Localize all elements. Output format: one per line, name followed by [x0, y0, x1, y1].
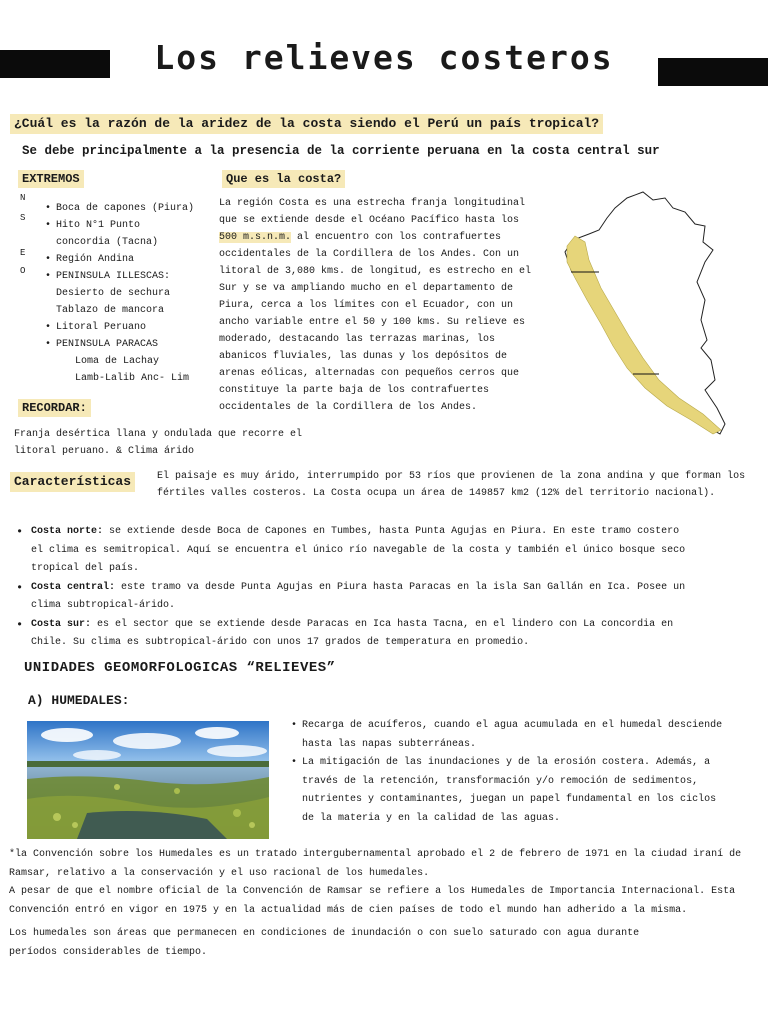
altitude-highlight: 500 m.s.n.m. [219, 232, 292, 243]
caracteristicas-text [157, 468, 762, 502]
list-item-cont: Tablazo de mancora [56, 305, 165, 316]
wetland-photo [27, 721, 269, 839]
text-line: litoral peruano. & Clima árido [14, 446, 195, 457]
list-item: • Región Andina [56, 251, 216, 268]
text-line: Franja desértica llana y ondulada que recorre el [14, 429, 303, 440]
text-line [219, 229, 549, 246]
letter-e: E [20, 248, 26, 258]
zone-label: Costa central: [31, 581, 116, 593]
text-line: Ramsar, relativo a la conservación y el uso racional de los humedales. [9, 867, 430, 879]
ramsar-paragraph [9, 846, 767, 920]
question-answer: Se debe principalmente a la presencia de la corriente peruana en la costa central sur [22, 144, 660, 158]
zone-item-norte [31, 523, 766, 579]
text-line: litoral de 3,080 kms. de longitud, es estrecho en el [219, 266, 532, 277]
text-line: Chile. Su clima es subtropical-árido con unos 17 grados de temperatura en promedio. [31, 637, 530, 648]
text-line: • Recarga de acuíferos, cuando el agua acumulada en el humedal desciende [302, 720, 723, 731]
text-line: Los humedales son áreas que permanecen en condiciones de inundación o con suelo saturado con agua durante [9, 928, 640, 939]
text-line: Piura, cerca a los límites con el Ecuador, con un [219, 300, 514, 311]
text-line: constituye la parte baja de los contrafuertes [219, 385, 490, 396]
letter-n: N [20, 193, 26, 203]
list-item: • Litoral Peruano [56, 319, 216, 336]
letter-s: S [20, 213, 26, 223]
recordar-text [14, 426, 302, 460]
extremos-list [56, 200, 216, 387]
coast-zones-list [31, 523, 766, 653]
coast-region [567, 236, 721, 434]
list-item-cont: concordia (Tacna) [56, 237, 159, 248]
text-line: occidentales de la Cordillera de los Andes. Con un [219, 249, 520, 260]
zone-item-sur [31, 616, 766, 653]
text-line: que se extiende desde el Océano Pacífico hasta los [219, 215, 520, 226]
text-line: El paisaje es muy árido, interrumpido por 53 ríos que provienen de la zona andina y que forman los [157, 471, 746, 482]
text-line: clima subtropical-árido. [31, 600, 176, 611]
text-fragment: se extiende desde Boca de Capones en Tumbes, hasta Punta Agujas en Piura. En este tramo costero [103, 526, 680, 537]
unidades-heading: UNIDADES GEOMORFOLOGICAS “RELIEVES” [24, 660, 336, 676]
costa-paragraph [219, 195, 549, 416]
list-item: • PENINSULA ILLESCAS: [56, 268, 216, 285]
text-line: arenas eólicas, alternadas con pequeños cerros que [219, 368, 520, 379]
costa-heading: Que es la costa? [222, 170, 345, 188]
list-item-cont: Desierto de sechura [56, 288, 171, 299]
text-line: fértiles valles costeros. La Costa ocupa un área de 149857 km2 (12% del territorio nacional). [157, 488, 716, 499]
humedales-definition [9, 925, 767, 962]
text-line: abanicos fluviales, las dunas y los depósitos de [219, 351, 508, 362]
text-line: moderado, destacando las terrazas marinas, los [219, 334, 496, 345]
text-line: Sur y se va ampliando mucho en el departamento de [219, 283, 514, 294]
list-item-sub: Lamb-Lalib Anc- Lim [75, 373, 190, 384]
text-line: tropical del país. [31, 563, 140, 574]
text-line: períodos considerables de tiempo. [9, 946, 208, 958]
text-fragment: al encuentro con los contrafuertes [291, 232, 502, 243]
text-fragment: es el sector que se extiende desde Paracas en Ica hasta Tacna, en el lindero con La concordia en [91, 618, 674, 630]
question-heading: ¿Cuál es la razón de la aridez de la costa siendo el Perú un país tropical? [10, 114, 603, 134]
list-item: • PENINSULA PARACAS [56, 336, 216, 353]
text-fragment: este tramo va desde Punta Agujas en Piura hasta Paracas en la isla San Gallán en Ica. Posee un [115, 581, 686, 593]
text-line: La región Costa es una estrecha franja longitudinal [219, 198, 526, 209]
list-item: • Hito N°1 Punto [56, 217, 216, 234]
peru-coast-map [555, 190, 745, 440]
caracteristicas-heading: Características [10, 472, 135, 492]
text-line: A pesar de que el nombre oficial de la Convención de Ramsar se refiere a los Humedales de Importancia Internacional. Esta [9, 886, 736, 897]
text-line: el clima es semitropical. Aquí se encuentra el único río navegable de la costa y también el único bosque seco [31, 544, 686, 556]
zone-label: Costa norte: [31, 526, 104, 537]
zone-item-central [31, 579, 766, 616]
recordar-heading: RECORDAR: [18, 399, 91, 417]
zone-label: Costa sur: [31, 618, 92, 630]
humedales-list [302, 717, 762, 828]
text-line: de la materia y en la calidad de las aguas. [302, 812, 561, 824]
list-item: • Boca de capones (Piura) [56, 200, 216, 217]
extremos-heading: EXTREMOS [18, 170, 84, 188]
text-line: ancho variable entre el 50 y 100 kms. Su relieve es [219, 317, 526, 328]
text-line: través de la retención, transformación y/o remoción de sedimentos, [302, 775, 699, 787]
text-line: *la Convención sobre los Humedales es un tratado intergubernamental aprobado el 2 de febrero de 1971 en la ciudad iraní de [9, 849, 742, 860]
text-line: occidentales de la Cordillera de los Andes. [219, 402, 478, 413]
humedales-heading: A) HUMEDALES: [28, 693, 130, 708]
text-line: nutrientes y contaminantes, juegan un papel fundamental en los ciclos [302, 794, 717, 805]
humedal-benefit-recarga [302, 717, 762, 754]
text-line: • La mitigación de las inundaciones y de la erosión costera. Además, a [302, 757, 711, 768]
page-title: Los relieves costeros [154, 38, 614, 77]
list-item-sub: Loma de Lachay [75, 356, 160, 367]
peru-outline [565, 192, 725, 434]
humedal-benefit-mitigacion [302, 754, 762, 828]
text-line: hasta las napas subterráneas. [302, 738, 477, 750]
text-line: Convención entró en vigor en 1975 y en la actualidad más de cien países de todo el mundo han adherido a la misma. [9, 904, 688, 916]
letter-o: O [20, 266, 26, 276]
